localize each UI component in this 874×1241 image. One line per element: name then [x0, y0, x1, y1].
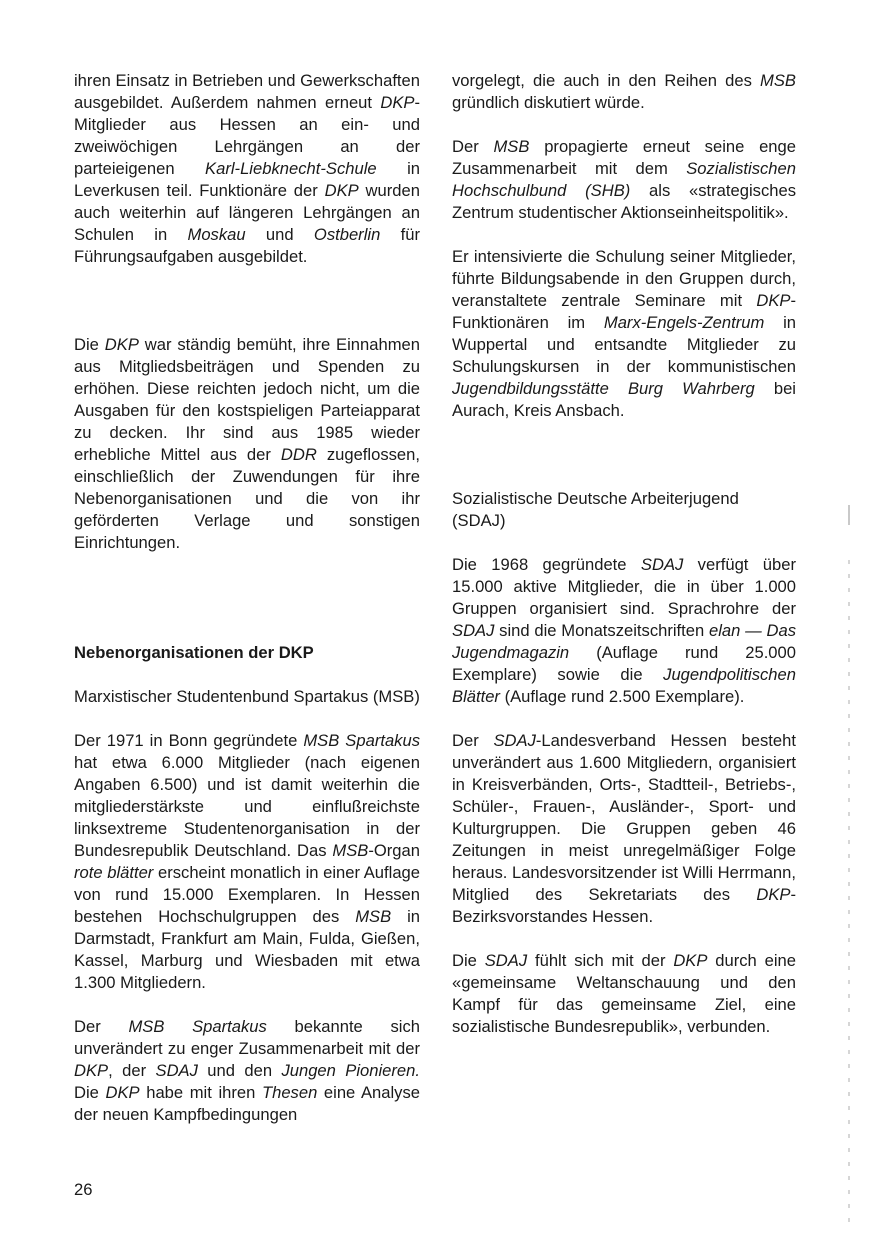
page-number: 26 — [74, 1180, 93, 1199]
text-run: hat etwa 6.000 Mitglieder (nach eigenen Angaben 6.500) und ist damit weiterhin die mitgliederstärkste und einflußreichste linksextreme Studentenorganisation in der Bundesrepublik Deutschland. Das — [74, 753, 420, 860]
italic-term: DKP — [673, 951, 708, 970]
italic-term: Thesen — [261, 1083, 318, 1102]
text-run: bei Aurach, Kreis Ansbach. — [452, 379, 796, 420]
text-run: vorgelegt, die auch in den Reihen des — [452, 71, 761, 90]
text-run: sind die Monatszeitschriften — [494, 621, 709, 640]
left-column — [74, 70, 420, 1126]
text-run: -Bezirksvorstandes Hessen. — [452, 885, 796, 926]
paragraph — [74, 70, 420, 268]
italic-term: DKP — [74, 1061, 109, 1080]
text-run: (Auflage rund 2.500 Exemplare). — [499, 687, 745, 706]
text-run: propagierte erneut seine enge Zusammenarbeit mit dem — [452, 137, 796, 178]
paragraph — [74, 334, 420, 554]
text-run: als «strategisches Zentrum studentischer Aktionseinheitspolitik». — [452, 181, 796, 222]
text-run: und — [245, 225, 314, 244]
text-run: Der — [452, 731, 494, 750]
italic-term: DKP — [380, 93, 415, 112]
scan-edge-mark — [848, 505, 850, 525]
text-run: -Organ — [368, 841, 420, 860]
italic-term: SDAJ — [155, 1061, 198, 1080]
italic-term: Sozialistischen Hochschulbund (SHB) — [452, 159, 796, 200]
text-run: (Auflage rund 25.000 Exemplare) sowie die — [452, 643, 796, 684]
text-run: war ständig bemüht, ihre Einnahmen aus Mitgliedsbeiträgen und Spenden zu erhöhen. Diese reichten jedoch nicht, um die Ausgaben für den kostspieligen Parteiapparat zu decken. Ihr sind aus 1985 wieder erhebliche Mittel aus der — [74, 335, 421, 464]
italic-term: Marx-Engels-Zentrum — [603, 313, 765, 332]
text-run: ihren Einsatz in Betrieben und Gewerkschaften ausgebildet. Außerdem nahmen erneut — [74, 71, 420, 112]
subsection-title: Sozialistische Deutsche Arbeiterjugend (SDAJ) — [452, 489, 739, 530]
italic-term: Ostberlin — [313, 225, 381, 244]
paragraph — [452, 554, 796, 708]
italic-term: Jugendpolitischen Blätter — [452, 665, 796, 706]
text-run: in Wuppertal und entsandte Mitglieder zu Schulungskursen in der kommunistischen — [452, 313, 796, 376]
paragraph — [74, 1016, 420, 1126]
text-run: eine Analyse der neuen Kampfbedingungen — [74, 1083, 420, 1124]
text-run: durch eine «gemeinsame Weltanschauung und den Kampf für das gemeinsame Ziel, eine sozialistische Bundesrepublik», verbunden. — [452, 951, 796, 1036]
text-run: fühlt sich mit der — [527, 951, 674, 970]
italic-term: SDAJ — [452, 621, 495, 640]
text-run: Die — [74, 1083, 106, 1102]
paragraph — [452, 70, 796, 114]
text-run: Die — [74, 335, 105, 354]
text-run: verfügt über 15.000 aktive Mitglieder, die in über 1.000 Gruppen organisiert sind. Sprachrohre der — [452, 555, 796, 618]
text-run: und den — [197, 1061, 282, 1080]
italic-term: Karl-Liebknecht-Schule — [205, 159, 377, 178]
text-run: bekannte sich unverändert zu enger Zusammenarbeit mit der — [74, 1017, 420, 1058]
italic-term: DKP — [756, 885, 791, 904]
text-run: erscheint monatlich in einer Auflage von rund 15.000 Exemplaren. In Hessen bestehen Hochschulgruppen des — [74, 863, 420, 926]
text-run: -Mitglieder aus Hessen an ein- und zweiwöchigen Lehrgängen an der parteieigenen — [74, 93, 420, 178]
scan-edge-mark — [848, 560, 850, 1230]
italic-term: MSB — [493, 137, 530, 156]
text-run: Der 1971 in Bonn gegründete — [74, 731, 304, 750]
italic-term: DKP — [756, 291, 791, 310]
section-heading: Nebenorganisationen der DKP — [74, 643, 314, 662]
text-run: Die 1968 gegründete — [452, 555, 641, 574]
subsection-title: Marxistischer Studentenbund Spartakus (MSB) — [74, 687, 420, 706]
italic-term: rote blätter — [74, 863, 154, 882]
italic-term: DKP — [104, 335, 139, 354]
text-run: Die — [452, 951, 485, 970]
italic-term: MSB Spartakus — [128, 1017, 267, 1036]
italic-term: SDAJ — [640, 555, 684, 574]
text-run: , der — [108, 1061, 156, 1080]
right-column — [452, 70, 796, 1038]
italic-term: MSB — [355, 907, 392, 926]
italic-term: SDAJ — [493, 731, 536, 750]
paragraph — [452, 136, 796, 224]
text-run: Der — [452, 137, 494, 156]
text-run: gründlich diskutiert würde. — [452, 93, 645, 112]
italic-term: DKP — [324, 181, 359, 200]
paragraph — [452, 246, 796, 422]
paragraph — [452, 950, 796, 1038]
text-run: zugeflossen, einschließlich der Zuwendungen für ihre Nebenorganisationen und die von ihr geförderten Verlage und sonstigen Einrichtungen. — [74, 445, 420, 552]
paragraph — [452, 730, 796, 928]
text-run: Er intensivierte die Schulung seiner Mitglieder, führte Bildungsabende in den Gruppen durch, veranstaltete zentrale Seminare mit — [452, 247, 796, 310]
italic-term: Jungen Pionieren. — [281, 1061, 420, 1080]
text-run: Der — [74, 1017, 129, 1036]
text-run: habe mit ihren — [139, 1083, 262, 1102]
italic-term: MSB Spartakus — [303, 731, 421, 750]
italic-term: DDR — [280, 445, 317, 464]
text-run: für Führungsaufgaben ausgebildet. — [74, 225, 420, 266]
italic-term: Moskau — [187, 225, 246, 244]
text-run: wurden auch weiterhin auf längeren Lehrgängen an Schulen in — [74, 181, 420, 244]
text-run: in Darmstadt, Frankfurt am Main, Fulda, Gießen, Kassel, Marburg und Wiesbaden mit etwa 1.300 Mitgliedern. — [74, 907, 420, 992]
text-run: -Funktionären im — [452, 291, 796, 332]
italic-term: MSB — [760, 71, 796, 90]
text-run: -Landesverband Hessen besteht unverändert aus 1.600 Mitgliedern, organisiert in Kreisverbänden, Orts-, Stadtteil-, Betriebs-, Schüler-, Frauen-, Ausländer-, Sport- und Kulturgruppen. Die Gruppen geben 46 Zeitungen in meist unregelmäßiger Folge heraus. Landesvorsitzender ist Willi Herrmann, Mitglied des Sekretariats des — [452, 731, 796, 904]
italic-term: DKP — [105, 1083, 140, 1102]
italic-term: Jugendbildungsstätte Burg Wahrberg — [452, 379, 755, 398]
italic-term: MSB — [332, 841, 369, 860]
paragraph — [74, 730, 420, 994]
italic-term: SDAJ — [484, 951, 528, 970]
italic-term: elan — Das Jugendmagazin — [452, 621, 796, 662]
text-run: in Leverkusen teil. Funktionäre der — [74, 159, 420, 200]
